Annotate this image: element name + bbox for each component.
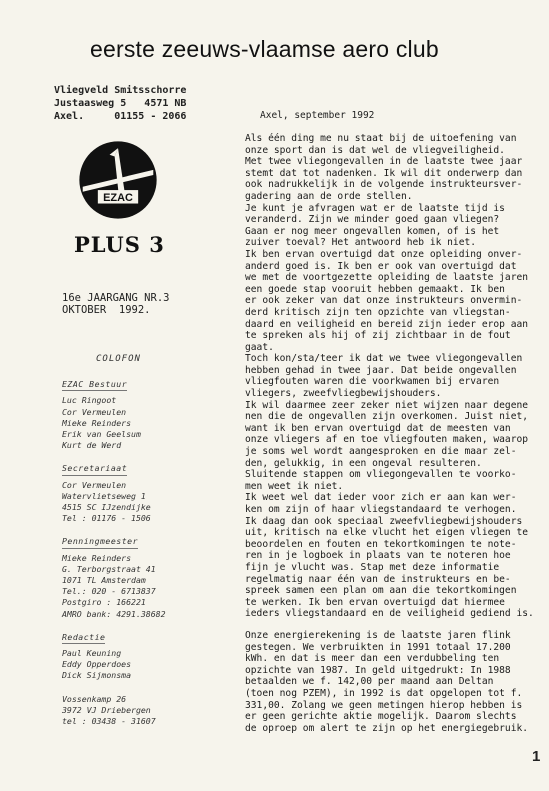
issue-volume: 16e JAARGANG NR.3 [62, 292, 170, 304]
article-line: nen die de ongevallen zijn overkomen. Juist niet, [245, 411, 529, 423]
colofon-line: Cor Vermeulen [62, 479, 127, 490]
colofon-section [62, 536, 232, 619]
article-line: spreek samen een plan om aan die tekortkomingen [245, 585, 517, 597]
colofon-line: Cor Vermeulen [62, 406, 127, 417]
colofon-line: Tel.: 020 - 6713837 [62, 586, 156, 597]
article-line: daard en veiligheid en bereid zijn ieder erop aan [245, 318, 529, 330]
article-line: veranderd. Zijn we minder goed gaan vliegen? [245, 214, 500, 226]
address-line-2: Justaasweg 5 4571 NB [54, 98, 187, 109]
issue-info [62, 292, 169, 316]
article-line: Onze energierekening is de laatste jaren flink [245, 630, 511, 641]
article-line: gestegen. We verbruikten in 1991 totaal 17.200 [245, 641, 511, 653]
article-line: er ook zeker van dat onze instrukteurs onvermin- [245, 295, 523, 307]
colofon-line: Dick Sijmonsma [62, 670, 132, 681]
article-line: onze vliegers af en toe vliegfouten maken, waarop [245, 434, 529, 446]
article-line: ken om zijn of haar vliegstandaard te verhogen. [245, 504, 517, 515]
article-line: den, gelukkig, in een ongeval resulteren. [245, 457, 482, 469]
article-line: Toch kon/sta/teer ik dat we twee vliegongevallen [245, 353, 523, 365]
article-line: betaalden we f. 142,00 per maand aan Deltan [245, 676, 494, 688]
address-line-3: Axel. 01155 - 2066 [54, 111, 187, 122]
ezac-logo-icon [76, 138, 160, 222]
article-line: ren in je logboek in plaats van te noteren hoe [245, 550, 511, 562]
article-line: ieders vliegstandaard en de veiligheid gediend is. [245, 608, 534, 620]
colofon-line: Mieke Reinders [62, 417, 132, 428]
article-line: Gaan er nog meer ongevallen komen, of is het [245, 225, 500, 237]
magazine-title: PLUS 3 [74, 232, 165, 257]
article-line: want ik ben ervan overtuigd dat de meesten van [245, 422, 511, 434]
address-line-1: Vliegveld Smitsschorre [54, 85, 187, 96]
article-line: stemt dat tot nadenken. Ik wil dit onderwerp dan [245, 167, 523, 179]
club-title: eerste zeeuws-vlaamse aero club [90, 36, 439, 62]
logo-text: EZAC [103, 192, 133, 204]
article-line: gadering aan de orde stellen. [245, 190, 413, 202]
article-date: Axel, september 1992 [260, 110, 375, 121]
article-line: er geen gerichte aktie mogelijk. Daarom slechts [245, 711, 517, 723]
colofon-line: G. Terborgstraat 41 [62, 563, 156, 574]
article-line: anderd goed is. Ik ben er ook van overtuigd dat [245, 260, 517, 272]
article-energy-paragraph [245, 630, 533, 734]
colofon [62, 354, 232, 739]
article-line: (toen nog PZEM), in 1992 is dat opgelopen tot f. [245, 687, 523, 699]
colofon-line: Vossenkamp 26 [62, 693, 127, 704]
club-address [54, 84, 186, 123]
colofon-line: 1071 TL Amsterdam [62, 575, 146, 586]
colofon-section-heading: Penningmeester [62, 536, 138, 548]
article-line: gaat. [245, 341, 274, 353]
article-line: Ik wil daarmee zeer zeker niet wijzen naar degene [245, 399, 529, 411]
colofon-section [62, 694, 232, 728]
colofon-line: Tel : 01176 - 1506 [62, 513, 151, 524]
colofon-section [62, 379, 232, 451]
colofon-line: Mieke Reinders [62, 552, 132, 563]
colofon-section-heading: Secretariaat [62, 463, 127, 475]
article-body [245, 133, 533, 620]
colofon-line: Eddy Opperdoes [62, 659, 132, 670]
article-line: je soms wel wordt aangesproken en die maar zel- [245, 446, 517, 458]
article-line: een goede stap vooruit hebben gemaakt. Ik ben [245, 283, 505, 295]
article-line: zuiver toeval? Het antwoord heb ik niet. [245, 237, 477, 249]
article-line: we met de voortgezette opleiding de laatste jaren [245, 272, 529, 284]
colofon-section-heading: Redactie [62, 632, 105, 644]
colofon-line: 3972 VJ Driebergen [62, 704, 151, 715]
colofon-line: Watervlietseweg 1 [62, 490, 146, 501]
page-number: 1 [532, 748, 541, 765]
colofon-line: Postgiro : 166221 [62, 597, 146, 608]
article-line: kWh. en dat is meer dan een verdubbeling ten [245, 653, 500, 665]
colofon-section-heading: EZAC Bestuur [62, 379, 127, 391]
colofon-line: AMRO bank: 4291.38682 [62, 608, 166, 619]
colofon-section [62, 632, 232, 682]
article-line: vliegers, zweefvliegbewijshouders. [245, 388, 442, 400]
colofon-sections [62, 379, 232, 727]
colofon-line: Erik van Geelsum [62, 429, 141, 440]
article-line: te werken. Ik ben ervan overtuigd dat hiermee [245, 596, 505, 608]
article-line: regelmatig naar één van de instrukteurs en be- [245, 573, 511, 585]
article-line: derd kritisch zijn ten opzichte van vliegstan- [245, 306, 511, 318]
article-line: opzichte van 1987. In geld uitgedrukt: In 1988 [245, 664, 511, 676]
article-line: uit, kritisch na elke vlucht het eigen vliegen te [245, 527, 529, 539]
article-line: beoordelen en fouten en tekortkomingen te note- [245, 538, 517, 550]
issue-date: OKTOBER 1992. [62, 304, 151, 316]
article-line: fijn je vlucht was. Stap met deze informatie [245, 561, 500, 573]
article-line: Sluitende stappen om vliegongevallen te voorko- [245, 469, 517, 481]
colofon-line: Paul Keuning [62, 648, 122, 659]
article-line: hebben gehad in twee jaar. Dat beide ongevallen [245, 364, 517, 376]
colofon-line: Kurt de Werd [62, 440, 122, 451]
article-line: vliegfouten waren die voorkwamen bij ervaren [245, 376, 500, 388]
article-line: Ik ben ervan overtuigd dat onze opleiding onver- [245, 248, 523, 260]
colofon-line: tel : 03438 - 31607 [62, 716, 156, 727]
article-line: 331,00. Zolang we geen metingen hierop hebben is [245, 699, 523, 711]
article-line: Je kunt je afvragen wat er de laatste tijd is [245, 202, 505, 214]
article-line: men weet ik niet. [245, 480, 344, 492]
article-line: Ik weet wel dat ieder voor zich er aan kan wer- [245, 492, 517, 504]
colofon-line: Luc Ringoot [62, 395, 117, 406]
colofon-line: 4515 SC IJzendijke [62, 502, 151, 513]
article-line: de oproep om alert te zijn op het energiegebruik. [245, 722, 529, 734]
article-line: Als één ding me nu staat bij de uitoefening van [245, 133, 517, 144]
article-line: Met twee vliegongevallen in de laatste twee jaar [245, 156, 523, 168]
article-line: ook nadrukkelijk in de volgende instrukteursver- [245, 179, 523, 191]
colofon-heading: COLOFON [96, 354, 141, 364]
colofon-section [62, 463, 232, 524]
article-line: te spreken als hij of zij zichtbaar in de fout [245, 330, 511, 342]
article-line: Ik daag dan ook speciaal zweefvliegbewijshouders [245, 515, 523, 527]
article-line: onze sport dan is dat wel de vliegveiligheid. [245, 144, 505, 156]
